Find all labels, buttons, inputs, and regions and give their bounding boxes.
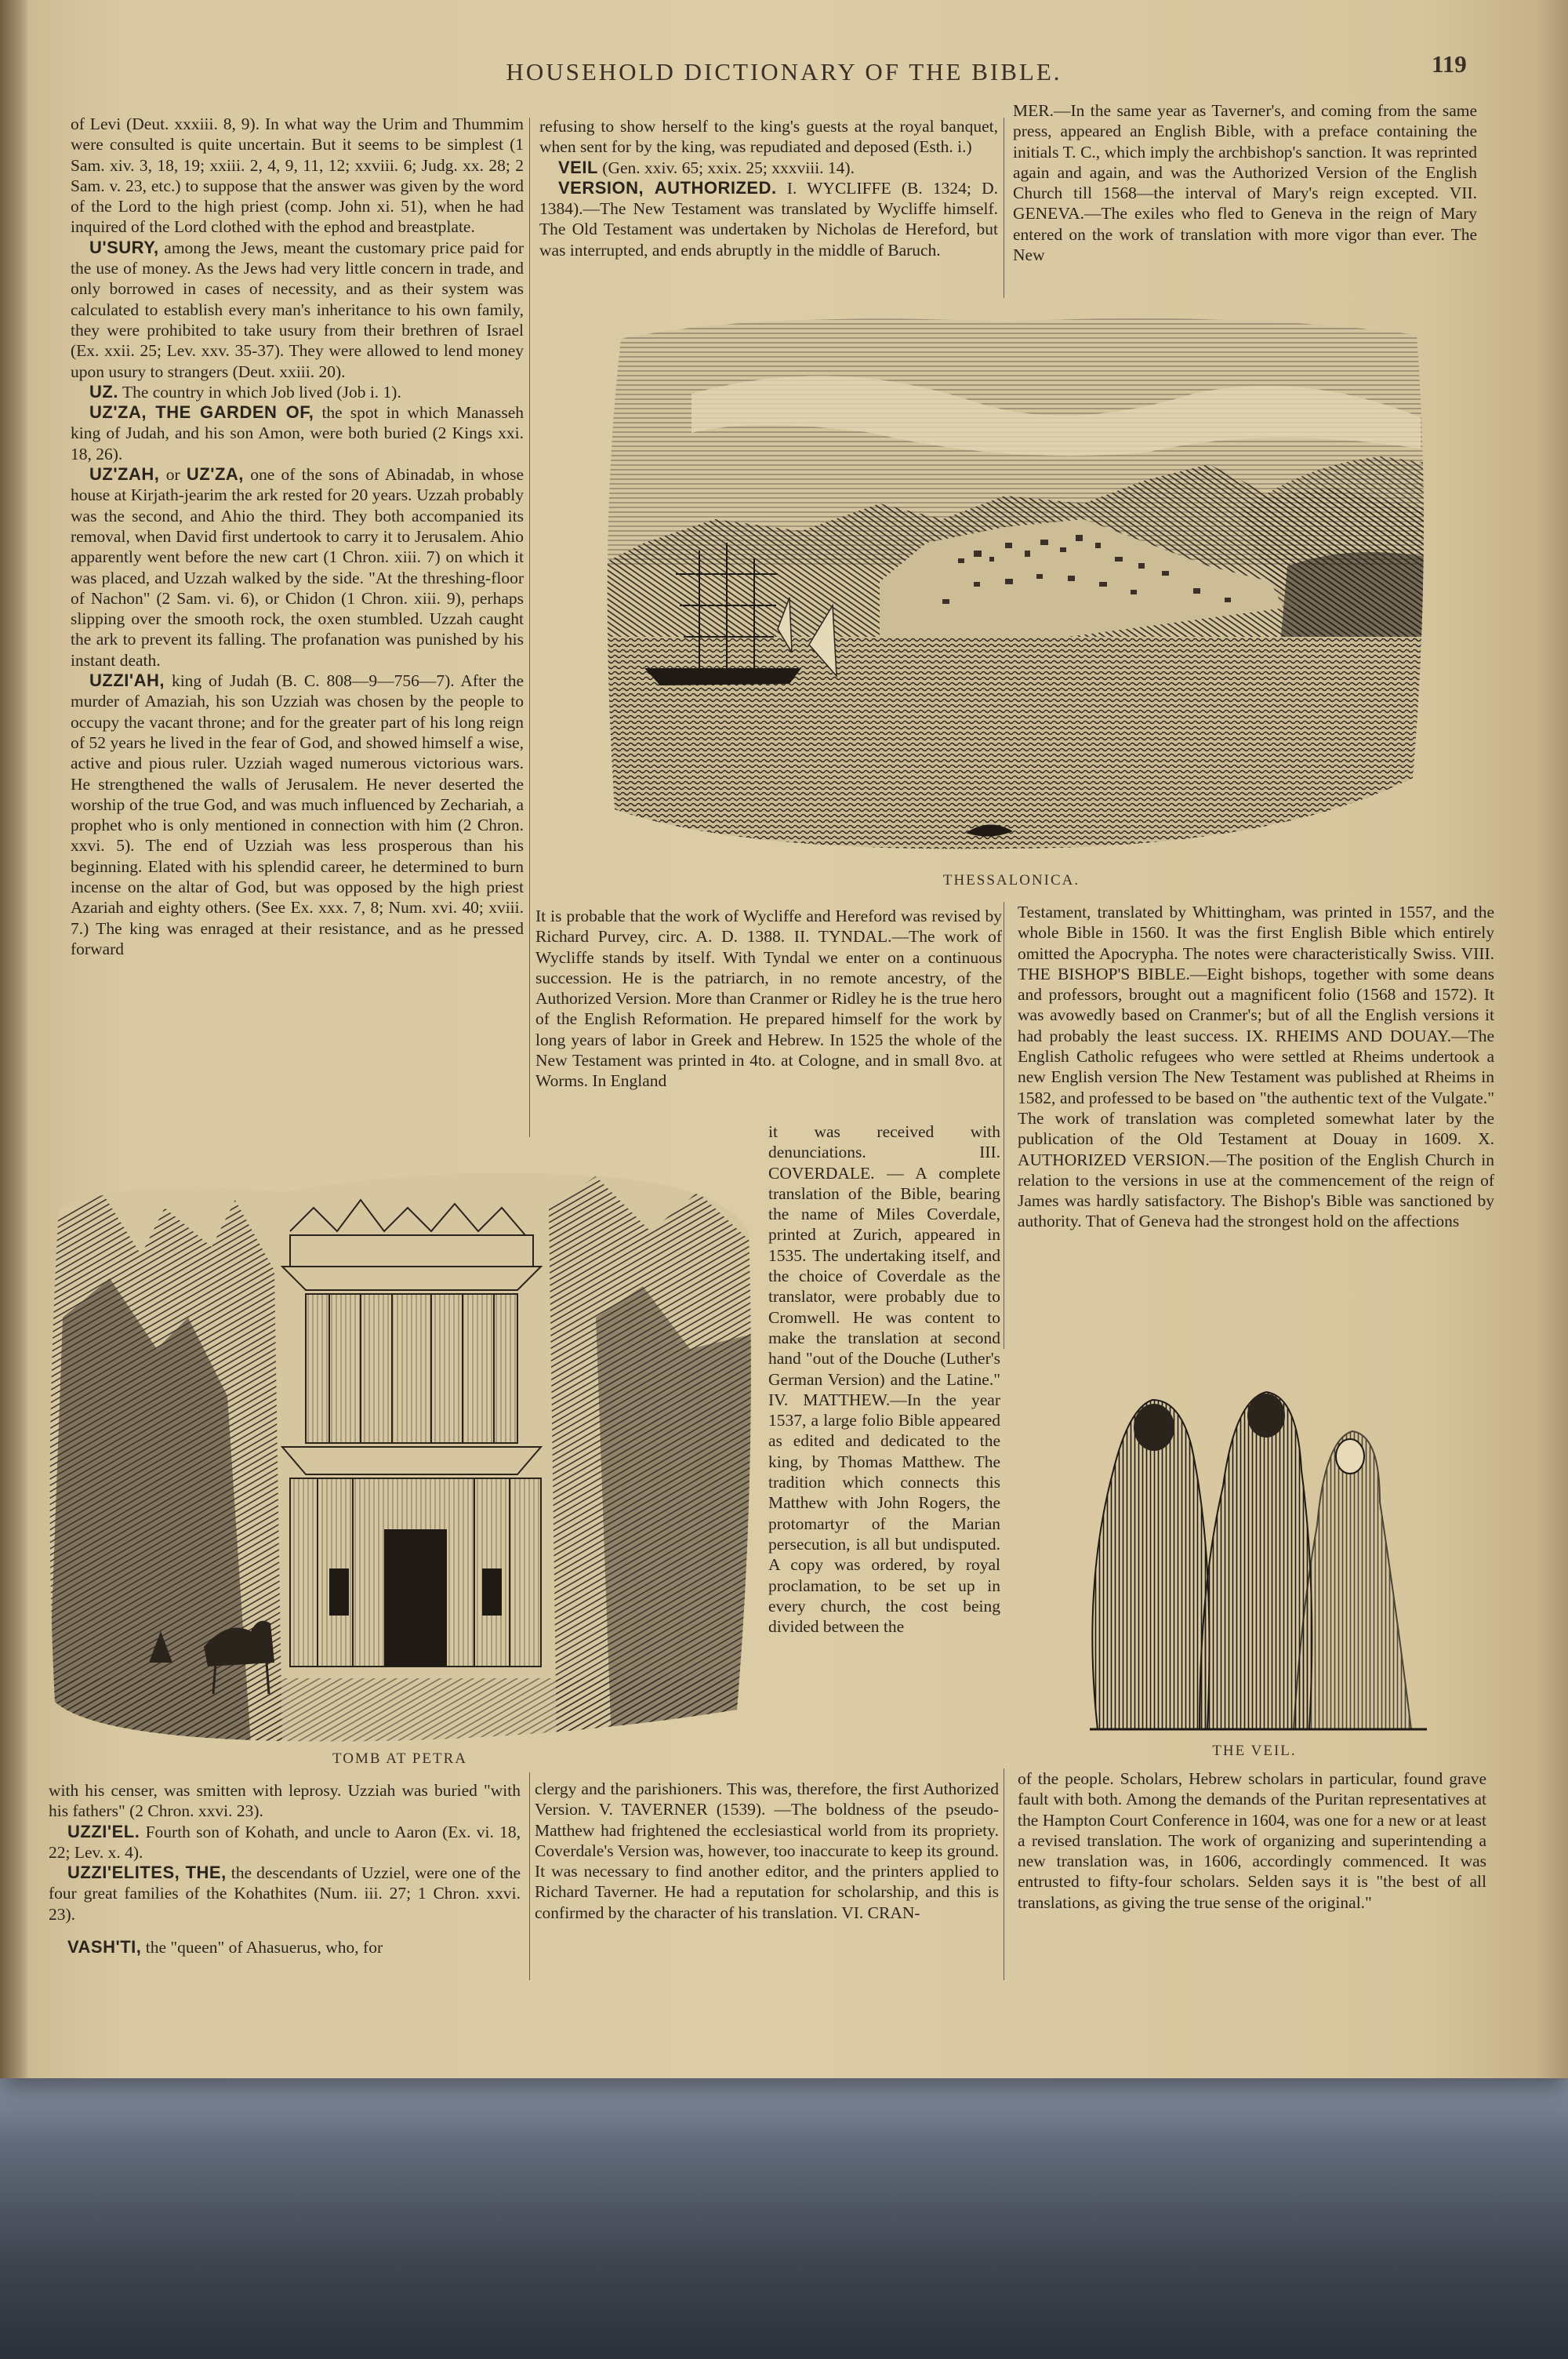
headword: UZ'ZAH,: [89, 464, 160, 485]
column-1-top: [71, 114, 524, 959]
entry-text: clergy and the parishioners. This was, therefore, the first Authorized Version. V. TAVERNER (1539). —The boldness of the pseudo-Matthew had frightened the ecclesiastical world from its propriety. Coverdale's Version was, however, too inaccurate to keep its ground. It was necessary to find another editor, and the printers applied to Richard Taverner. He had a reputation for scholarship, and this is confirmed by the character of his translation. VI. CRAN-: [535, 1779, 999, 1922]
entry-continuation: of Levi (Deut. xxxiii. 8, 9). In what way the Urim and Thummim were consulted is quite uncertain. But it seems to be simplest (1 Sam. xiv. 3, 18, 19; xxiii. 2, 4, 9, 11, 12; xxviii. 6; Judg. xx. 28; 2 Sam. v. 23, etc.) to suppose that the answer was given by the word of the Lord to the high priest (comp. John xi. 51), when he had inquired of the Lord clothed with the ephod and breastplate.: [71, 114, 524, 237]
entry-text: the descendants of Uzziel, were one of the four great families of the Kohathites (Num. iii. 27; 1 Chron. xxvi. 23).: [49, 1863, 521, 1924]
entry-vashti: [49, 1937, 521, 1957]
column-2-narrow: [768, 1121, 1000, 1637]
column-rule: [529, 118, 530, 1137]
entry-usury: [71, 238, 524, 382]
headword: VERSION, AUTHORIZED.: [558, 177, 777, 198]
entry-text: It is probable that the work of Wycliffe and Hereford was revised by Richard Purvey, circ. A. D. 1388. II. TYNDAL.—The work of Wycliffe stands by itself. With Tyndal we enter on a continuous succession. He is the patriarch, in no remote ancestry, of the Authorized Version. More than Cranmer or Ridley he is the true hero of the English Reformation. He prepared himself for the work by long years of labor in Greek and Hebrew. In 1525 the whole of the New Testament was printed in 4to. at Cologne, and in small 8vo. at Worms. In England: [535, 907, 1002, 1091]
column-2-bottom: [535, 1779, 999, 1923]
column-1-bottom: [49, 1780, 521, 1957]
column-3-top: [1013, 100, 1477, 265]
entry-uzza-garden: [71, 402, 524, 464]
entry-text: (Gen. xxiv. 65; xxix. 25; xxxviii. 14).: [602, 158, 855, 177]
entry-text: The country in which Job lived (Job i. 1).: [122, 382, 401, 402]
entry-text: Fourth son of Kohath, and uncle to Aaron (Ex. vi. 18, 22; Lev. x. 4).: [49, 1822, 521, 1862]
headword: UZZI'ELITES, THE,: [67, 1863, 227, 1883]
headword: U'SURY,: [89, 237, 159, 257]
caption-thessalonica: THESSALONICA.: [942, 872, 1080, 889]
entry-continuation: refusing to show herself to the king's guests at the royal banquet, when sent for by the king, was repudiated and deposed (Esth. i.): [539, 117, 998, 157]
petra-illustration: [47, 1161, 757, 1745]
caption-petra: TOMB AT PETRA: [332, 1750, 468, 1767]
headword: VEIL: [558, 157, 598, 177]
page-number: 119: [1432, 50, 1467, 78]
column-3-bottom: [1018, 1768, 1486, 1913]
entry-uz: [71, 382, 524, 402]
page-gutter: [0, 0, 28, 2078]
entry-text: I. WYCLIFFE (B. 1324; D. 1384).—The New Testament was translated by Wycliffe himself. The Old Testament was undertaken by Nicholas de Hereford, but was interrupted, and ends abruptly in the middle of Baruch.: [539, 178, 998, 260]
entry-text: king of Judah (B. C. 808—9—756—7). After the murder of Amaziah, his son Uzziah was chosen by the people to occupy the vacant throne; and for the greater part of his long reign of 52 years he lived in the fear of God, and showed himself a wise, active and pious ruler. Uzziah waged numerous victorious wars. He strengthened the walls of Jerusalem. He never deserted the worship of the true God, and was much influenced by Zechariah, a prophet who is only mentioned in connection with him (2 Chron. xxvi. 5). The end of Uzziah was less prosperous than his beginning. Elated with his splendid career, he determined to burn incense on the altar of God, but was opposed by the high priest Azariah and eighty others. (See Ex. xxx. 7, 8; Num. xvi. 40; xviii. 7.) The king was enraged at their resistance, and as he pressed forward: [71, 671, 524, 958]
entry-uzziel: [49, 1822, 521, 1863]
entry-version: [539, 178, 998, 260]
headword: UZ'ZA,: [186, 464, 244, 485]
entry-uzziah: [71, 671, 524, 959]
entry-text: the "queen" of Ahasuerus, who, for: [145, 1938, 383, 1957]
entry-text: the spot in which Manasseh king of Judah, and his son Amon, were both buried (2 Kings xxi. 18, 26).: [71, 403, 524, 463]
headword: UZZI'AH,: [89, 671, 165, 691]
headword: UZ.: [89, 381, 118, 402]
entry-continuation: with his censer, was smitten with leprosy. Uzziah was buried "with his fathers" (2 Chron. xxvi. 23).: [49, 1781, 521, 1821]
veil-illustration: [1066, 1353, 1443, 1737]
caption-veil: THE VEIL.: [1212, 1743, 1297, 1759]
headword: UZ'ZA, THE GARDEN OF,: [89, 402, 314, 423]
entry-uzzielites: [49, 1863, 521, 1925]
entry-text: one of the sons of Abinadab, in whose house at Kirjath-jearim the ark rested for 20 years. Uzzah probably was the second, and Ahio the third. They both accompanied its removal, when David first undertook to carry it to Jerusalem. Ahio apparently went before the new cart (1 Chron. xiii. 7) on which it was placed, and Uzzah walked by the side. "At the threshing-floor of Nachon" (2 Sam. vi. 6), or Chidon (1 Chron. xiii. 9), perhaps slipping over the smooth rock, the oxen stumbled. Uzzah caught the ark to prevent its falling. The profanation was punished by his instant death.: [71, 465, 524, 670]
column-2-top: [539, 116, 998, 260]
entry-continuation: MER.—In the same year as Taverner's, and coming from the same press, appeared an English Bible, with a preface containing the initials T. C., which imply the archbishop's sanction. It was reprinted again and again, and was the Authorized Version of the English Church till 1568—the interval of Mary's reign excepted. VII. GENEVA.—The exiles who fled to Geneva in the reign of Mary entered on the work of translation with more vigor than ever. The New: [1013, 101, 1477, 265]
entry-uzzah: [71, 464, 524, 671]
entry-text: of the people. Scholars, Hebrew scholars in particular, found grave fault with both. Among the demands of the Puritan representatives at the Hampton Court Conference in 1604, was one for a new or at least a revised translation. The work of organizing and superintending a new translation was, in 1606, accordingly commenced. It was entrusted to fifty-four scholars. Selden says it is "the best of all translations, as giving the true sense of the original.": [1018, 1769, 1486, 1912]
entry-text: it was received with denunciations. III. COVERDALE. — A complete translation of the Bible, bearing the name of Miles Coverdale, printed at Zurich, appeared in 1535. The undertaking itself, and the choice of Coverdale as the translator, were probably due to Cromwell. He was content to make the translation at second hand "out of the Douche (Luther's German Version) and the Latine." IV. MATTHEW.—In the year 1537, a large folio Bible appeared as edited and dedicated to the king, by Thomas Matthew. The tradition which connects this Matthew with John Rogers, the protomartyr of the Marian persecution, is all but undisputed. A copy was ordered, by royal proclamation, to be set up in every church, the cost being divided between the: [768, 1122, 1000, 1637]
column-3-mid: [1018, 902, 1494, 1232]
headword: UZZI'EL.: [67, 1821, 140, 1841]
entry-text: Testament, translated by Whittingham, was printed in 1557, and the whole Bible in 1560. It was the first English Bible which entirely omitted the Apocrypha. The notes were characteristically Swiss. VIII. THE BISHOP'S BIBLE.—Eight bishops, together with some deans and professors, brought out a magnificent folio (1568 and 1572). It was avowedly based on Cranmer's; but of all the English versions it had probably the least success. IX. RHEIMS AND DOUAY.—The English Catholic refugees who were settled at Rheims undertook a new English version The New Testament was published at Rheims in 1582, and professed to be based on "the authentic text of the Vulgate." The work of translation was completed somewhat later by the publication of the Old Testament at Douay in 1609. X. AUTHORIZED VERSION.—The position of the English Church in relation to the versions in use at the commencement of the reign of James was hardly satisfactory. The Bishop's Bible was sanctioned by authority. That of Geneva had the strongest hold on the affections: [1018, 903, 1494, 1231]
column-2-mid: [535, 906, 1002, 1092]
background-surface: [0, 2070, 1568, 2359]
thessalonica-illustration: [597, 307, 1436, 864]
entry-text: or: [165, 465, 180, 485]
headword: VASH'TI,: [67, 1937, 142, 1957]
entry-veil: [539, 158, 998, 178]
entry-text: among the Jews, meant the customary price paid for the use of money. As the Jews had very little concern in trade, and only borrowed in cases of necessity, and as their system was calculated to establish every man's inheritance to his own family, they were prohibited to take usury from their brethren of Israel (Ex. xxii. 25; Lev. xxv. 35-37). They were allowed to lend money upon usury to strangers (Deut. xxiii. 20).: [71, 238, 524, 381]
running-title: HOUSEHOLD DICTIONARY OF THE BIBLE.: [506, 58, 1062, 85]
column-rule: [529, 1772, 530, 1980]
